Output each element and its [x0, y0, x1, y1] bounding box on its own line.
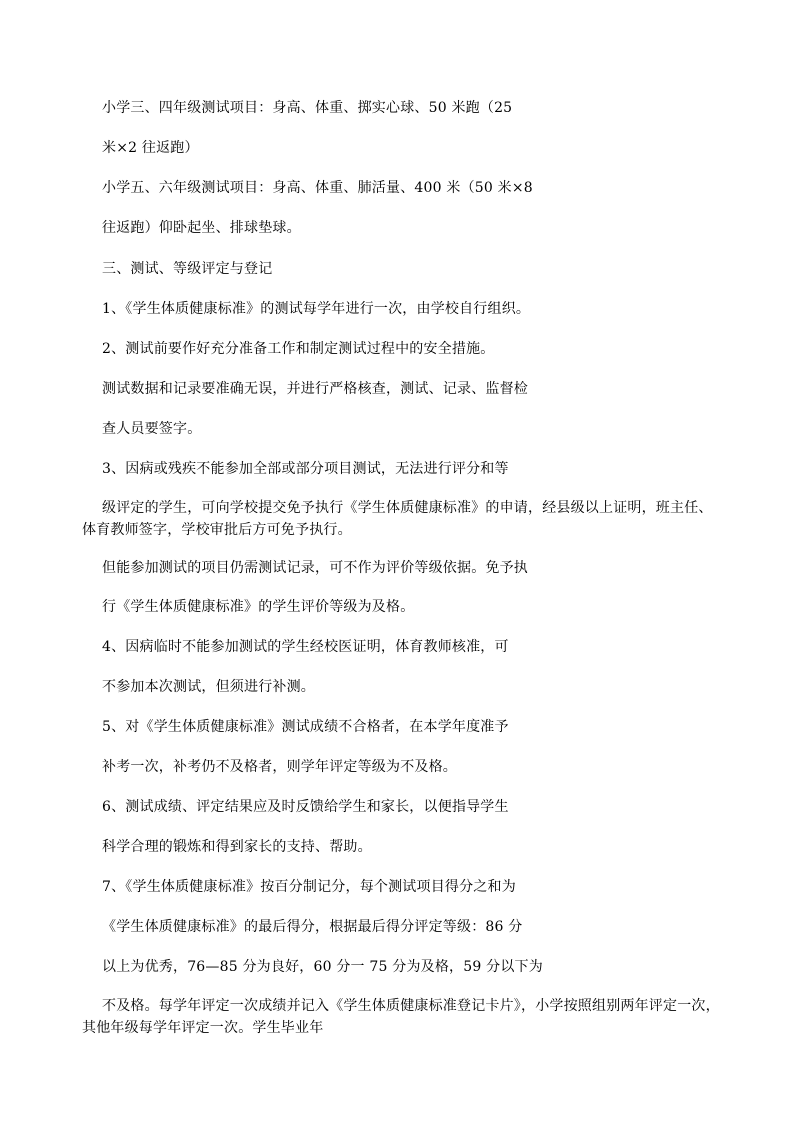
paragraph-line: 小学三、四年级测试项目：身高、体重、掷实心球、50 米跑（25	[102, 100, 513, 116]
paragraph-line: 行《学生体质健康标准》的学生评价等级为及格。	[102, 599, 415, 615]
paragraph-line: 不参加本次测试，但须进行补测。	[102, 679, 315, 695]
paragraph-line: 补考一次，补考仍不及格者，则学年评定等级为不及格。	[102, 759, 457, 775]
paragraph-wrapped: 不及格。每学年评定一次成绩并记入《学生体质健康标准登记卡片》，小学按照组别两年评定一次，其他年级每学年评定一次。学生毕业年	[82, 998, 720, 1036]
paragraph-line: 1、《学生体质健康标准》的测试每学年进行一次，由学校自行组织。	[102, 301, 531, 317]
paragraph-line: 科学合理的锻炼和得到家长的支持、帮助。	[102, 839, 372, 855]
paragraph-line: 以上为优秀，76—85 分为良好，60 分一 75 分为及格，59 分以下为	[102, 959, 543, 975]
paragraph-line: 查人员要签字。	[102, 421, 202, 437]
paragraph-line: 3、因病或残疾不能参加全部或部分项目测试，无法进行评分和等	[102, 461, 509, 477]
paragraph-wrapped: 级评定的学生，可向学校提交免予执行《学生体质健康标准》的申请，经县级以上证明，班主任、体育教师签字，学校审批后方可免予执行。	[82, 500, 713, 538]
paragraph-line: 测试数据和记录要准确无误，并进行严格核查，测试、记录、监督检	[102, 381, 528, 397]
paragraph-line: 5、对《学生体质健康标准》测试成绩不合格者，在本学年度准予	[102, 719, 509, 735]
paragraph-line: 往返跑）仰卧起坐、排球垫球。	[102, 220, 301, 236]
paragraph-line: 小学五、六年级测试项目：身高、体重、肺活量、400 米（50 米×8	[102, 180, 533, 196]
paragraph-line: 《学生体质健康标准》的最后得分，根据最后得分评定等级：86 分	[102, 919, 523, 935]
paragraph-line: 米×2 往返跑）	[102, 140, 199, 156]
paragraph-line: 6、测试成绩、评定结果应及时反馈给学生和家长，以便指导学生	[102, 799, 509, 815]
paragraph-line: 4、因病临时不能参加测试的学生经校医证明，体育教师核准，可	[102, 639, 509, 655]
paragraph-line: 2、测试前要作好充分准备工作和制定测试过程中的安全措施。	[102, 341, 495, 357]
paragraph-line: 但能参加测试的项目仍需测试记录，可不作为评价等级依据。免予执	[102, 560, 528, 576]
paragraph-line: 7、《学生体质健康标准》按百分制记分，每个测试项目得分之和为	[102, 879, 516, 895]
section-heading: 三、测试、等级评定与登记	[102, 261, 273, 277]
